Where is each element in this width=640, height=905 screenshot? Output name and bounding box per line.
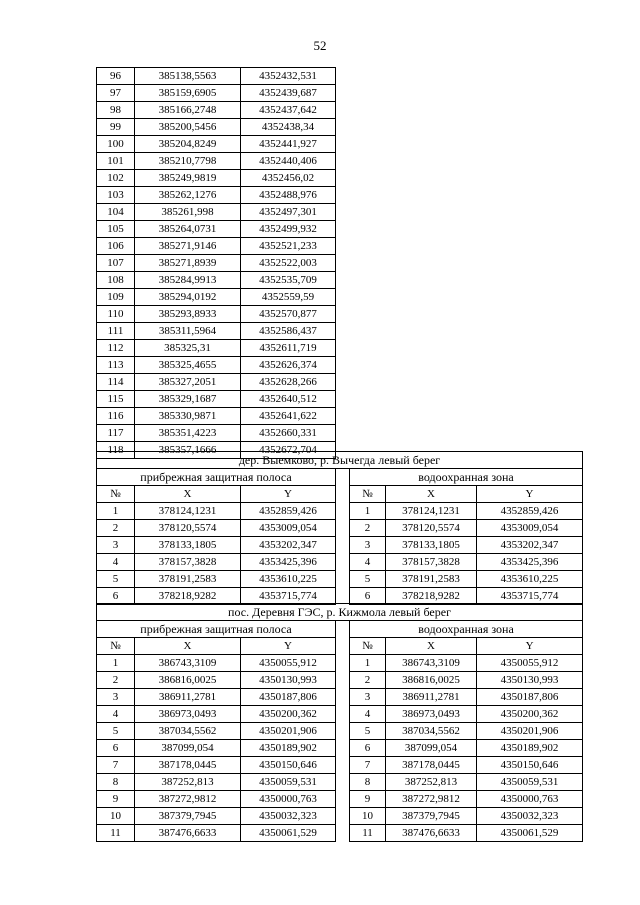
left-x-header: X xyxy=(135,638,241,655)
number-cell: 116 xyxy=(97,408,135,425)
left-number-cell: 1 xyxy=(97,655,135,672)
x-cell: 385210,7798 xyxy=(135,153,241,170)
number-cell: 114 xyxy=(97,374,135,391)
y-cell: 4352440,406 xyxy=(241,153,336,170)
table-row xyxy=(97,672,583,689)
number-cell: 110 xyxy=(97,306,135,323)
left-x-cell: 387099,054 xyxy=(135,740,241,757)
table-row xyxy=(97,537,583,554)
column-gap xyxy=(336,469,350,486)
x-cell: 385325,4655 xyxy=(135,357,241,374)
x-cell: 385284,9913 xyxy=(135,272,241,289)
table-row xyxy=(97,119,336,136)
right-number-cell: 3 xyxy=(350,537,386,554)
left-number-header: № xyxy=(97,638,135,655)
right-x-cell: 378218,9282 xyxy=(386,588,477,605)
number-cell: 115 xyxy=(97,391,135,408)
table-row xyxy=(97,425,336,442)
table-row xyxy=(97,221,336,238)
left-number-cell: 11 xyxy=(97,825,135,842)
left-x-cell: 386816,0025 xyxy=(135,672,241,689)
right-y-cell: 4350189,902 xyxy=(477,740,583,757)
right-number-cell: 6 xyxy=(350,740,386,757)
column-gap xyxy=(336,706,350,723)
right-subsection-title: водоохранная зона xyxy=(350,469,583,486)
table-row xyxy=(97,85,336,102)
table-row xyxy=(97,825,583,842)
left-x-cell: 387476,6633 xyxy=(135,825,241,842)
x-cell: 385294,0192 xyxy=(135,289,241,306)
y-cell: 4352626,374 xyxy=(241,357,336,374)
right-x-cell: 386911,2781 xyxy=(386,689,477,706)
number-cell: 111 xyxy=(97,323,135,340)
left-x-cell: 386743,3109 xyxy=(135,655,241,672)
table-row xyxy=(97,136,336,153)
left-y-cell: 4353009,054 xyxy=(241,520,336,537)
number-cell: 109 xyxy=(97,289,135,306)
right-number-header: № xyxy=(350,486,386,503)
y-cell: 4352570,877 xyxy=(241,306,336,323)
left-number-cell: 10 xyxy=(97,808,135,825)
section-title: пос. Деревня ГЭС, р. Кижмола левый берег xyxy=(97,604,583,621)
left-y-cell: 4350150,646 xyxy=(241,757,336,774)
left-number-cell: 6 xyxy=(97,740,135,757)
number-cell: 98 xyxy=(97,102,135,119)
left-y-cell: 4350000,763 xyxy=(241,791,336,808)
left-y-cell: 4352859,426 xyxy=(241,503,336,520)
left-subsection-title: прибрежная защитная полоса xyxy=(97,469,336,486)
x-cell: 385330,9871 xyxy=(135,408,241,425)
right-y-cell: 4353202,347 xyxy=(477,537,583,554)
right-y-cell: 4350000,763 xyxy=(477,791,583,808)
table-row xyxy=(97,723,583,740)
y-cell: 4352640,512 xyxy=(241,391,336,408)
left-y-cell: 4353715,774 xyxy=(241,588,336,605)
right-number-cell: 1 xyxy=(350,655,386,672)
table-row xyxy=(97,374,336,391)
left-number-cell: 7 xyxy=(97,757,135,774)
right-y-cell: 4353009,054 xyxy=(477,520,583,537)
right-y-cell: 4350055,912 xyxy=(477,655,583,672)
table-row xyxy=(97,791,583,808)
column-gap xyxy=(336,638,350,655)
x-cell: 385327,2051 xyxy=(135,374,241,391)
left-y-header: Y xyxy=(241,638,336,655)
right-number-cell: 9 xyxy=(350,791,386,808)
x-cell: 385357,1666 xyxy=(135,442,241,459)
right-y-cell: 4350201,906 xyxy=(477,723,583,740)
right-x-cell: 387178,0445 xyxy=(386,757,477,774)
column-gap xyxy=(336,774,350,791)
number-cell: 102 xyxy=(97,170,135,187)
right-x-cell: 386816,0025 xyxy=(386,672,477,689)
table-row xyxy=(97,408,336,425)
y-cell: 4352522,003 xyxy=(241,255,336,272)
y-cell: 4352456,02 xyxy=(241,170,336,187)
left-number-cell: 2 xyxy=(97,520,135,537)
x-cell: 385159,6905 xyxy=(135,85,241,102)
table-row xyxy=(97,588,583,605)
column-gap xyxy=(336,740,350,757)
table-row xyxy=(97,520,583,537)
left-number-cell: 9 xyxy=(97,791,135,808)
left-y-cell: 4350059,531 xyxy=(241,774,336,791)
left-subsection-title: прибрежная защитная полоса xyxy=(97,621,336,638)
right-x-cell: 387476,6633 xyxy=(386,825,477,842)
right-y-cell: 4353610,225 xyxy=(477,571,583,588)
table-row xyxy=(97,808,583,825)
right-x-cell: 387034,5562 xyxy=(386,723,477,740)
section-title: дер. Выемково, р. Вычегда левый берег xyxy=(97,452,583,469)
left-y-cell: 4353610,225 xyxy=(241,571,336,588)
number-cell: 113 xyxy=(97,357,135,374)
right-x-cell: 378191,2583 xyxy=(386,571,477,588)
left-x-cell: 378191,2583 xyxy=(135,571,241,588)
right-x-cell: 386973,0493 xyxy=(386,706,477,723)
column-gap xyxy=(336,825,350,842)
right-number-cell: 7 xyxy=(350,757,386,774)
left-y-cell: 4353202,347 xyxy=(241,537,336,554)
right-x-header: X xyxy=(386,638,477,655)
table-row xyxy=(97,689,583,706)
right-y-cell: 4350061,529 xyxy=(477,825,583,842)
column-gap xyxy=(336,723,350,740)
table-row xyxy=(97,272,336,289)
table-row xyxy=(97,655,583,672)
right-number-cell: 4 xyxy=(350,554,386,571)
number-cell: 107 xyxy=(97,255,135,272)
table-row xyxy=(97,306,336,323)
left-number-cell: 3 xyxy=(97,537,135,554)
right-number-cell: 3 xyxy=(350,689,386,706)
left-y-cell: 4350187,806 xyxy=(241,689,336,706)
y-cell: 4352439,687 xyxy=(241,85,336,102)
right-y-header: Y xyxy=(477,638,583,655)
right-x-cell: 387099,054 xyxy=(386,740,477,757)
x-cell: 385325,31 xyxy=(135,340,241,357)
right-y-cell: 4350130,993 xyxy=(477,672,583,689)
right-number-cell: 2 xyxy=(350,520,386,537)
right-x-cell: 387379,7945 xyxy=(386,808,477,825)
right-y-cell: 4350032,323 xyxy=(477,808,583,825)
column-gap xyxy=(336,554,350,571)
left-number-cell: 3 xyxy=(97,689,135,706)
right-y-cell: 4350059,531 xyxy=(477,774,583,791)
coordinates-continuation-table xyxy=(96,67,336,459)
right-x-cell: 378124,1231 xyxy=(386,503,477,520)
y-cell: 4352586,437 xyxy=(241,323,336,340)
left-x-cell: 378124,1231 xyxy=(135,503,241,520)
right-x-header: X xyxy=(386,486,477,503)
table-row xyxy=(97,289,336,306)
y-cell: 4352660,331 xyxy=(241,425,336,442)
y-cell: 4352497,301 xyxy=(241,204,336,221)
column-gap xyxy=(336,791,350,808)
y-cell: 4352438,34 xyxy=(241,119,336,136)
table-row xyxy=(97,774,583,791)
left-y-cell: 4350200,362 xyxy=(241,706,336,723)
x-cell: 385271,9146 xyxy=(135,238,241,255)
table-row xyxy=(97,340,336,357)
right-number-cell: 11 xyxy=(350,825,386,842)
x-cell: 385200,5456 xyxy=(135,119,241,136)
left-number-cell: 6 xyxy=(97,588,135,605)
y-cell: 4352641,622 xyxy=(241,408,336,425)
column-gap xyxy=(336,503,350,520)
left-number-cell: 5 xyxy=(97,571,135,588)
left-x-cell: 378157,3828 xyxy=(135,554,241,571)
right-number-cell: 2 xyxy=(350,672,386,689)
header-row xyxy=(97,638,583,655)
left-number-cell: 8 xyxy=(97,774,135,791)
y-cell: 4352628,266 xyxy=(241,374,336,391)
number-cell: 117 xyxy=(97,425,135,442)
table-row xyxy=(97,153,336,170)
left-x-cell: 378133,1805 xyxy=(135,537,241,554)
left-x-cell: 378120,5574 xyxy=(135,520,241,537)
y-cell: 4352499,932 xyxy=(241,221,336,238)
left-x-cell: 387379,7945 xyxy=(135,808,241,825)
right-subsection-title: водоохранная зона xyxy=(350,621,583,638)
y-cell: 4352611,719 xyxy=(241,340,336,357)
column-gap xyxy=(336,486,350,503)
right-x-cell: 387252,813 xyxy=(386,774,477,791)
column-gap xyxy=(336,689,350,706)
right-x-cell: 386743,3109 xyxy=(386,655,477,672)
x-cell: 385329,1687 xyxy=(135,391,241,408)
right-number-cell: 5 xyxy=(350,571,386,588)
y-cell: 4352672,704 xyxy=(241,442,336,459)
left-y-cell: 4350130,993 xyxy=(241,672,336,689)
y-cell: 4352437,642 xyxy=(241,102,336,119)
table-row xyxy=(97,238,336,255)
column-gap xyxy=(336,621,350,638)
number-cell: 101 xyxy=(97,153,135,170)
number-cell: 99 xyxy=(97,119,135,136)
table-row xyxy=(97,187,336,204)
section-title-row xyxy=(97,452,583,469)
right-y-cell: 4353425,396 xyxy=(477,554,583,571)
right-x-cell: 378133,1805 xyxy=(386,537,477,554)
right-x-cell: 387272,9812 xyxy=(386,791,477,808)
table-row xyxy=(97,503,583,520)
y-cell: 4352488,976 xyxy=(241,187,336,204)
number-cell: 106 xyxy=(97,238,135,255)
column-gap xyxy=(336,808,350,825)
x-cell: 385351,4223 xyxy=(135,425,241,442)
left-x-cell: 378218,9282 xyxy=(135,588,241,605)
column-gap xyxy=(336,672,350,689)
column-gap xyxy=(336,655,350,672)
number-cell: 112 xyxy=(97,340,135,357)
section-title-row xyxy=(97,604,583,621)
right-number-header: № xyxy=(350,638,386,655)
right-y-cell: 4353715,774 xyxy=(477,588,583,605)
left-x-cell: 386911,2781 xyxy=(135,689,241,706)
y-cell: 4352559,59 xyxy=(241,289,336,306)
table-row xyxy=(97,706,583,723)
right-number-cell: 5 xyxy=(350,723,386,740)
right-y-cell: 4350150,646 xyxy=(477,757,583,774)
x-cell: 385264,0731 xyxy=(135,221,241,238)
number-cell: 105 xyxy=(97,221,135,238)
x-cell: 385204,8249 xyxy=(135,136,241,153)
left-x-cell: 387272,9812 xyxy=(135,791,241,808)
right-number-cell: 10 xyxy=(350,808,386,825)
number-cell: 108 xyxy=(97,272,135,289)
table-row xyxy=(97,204,336,221)
left-number-header: № xyxy=(97,486,135,503)
column-gap xyxy=(336,757,350,774)
y-cell: 4352441,927 xyxy=(241,136,336,153)
column-gap xyxy=(336,537,350,554)
x-cell: 385261,998 xyxy=(135,204,241,221)
number-cell: 103 xyxy=(97,187,135,204)
subsection-title-row xyxy=(97,469,583,486)
left-y-cell: 4350201,906 xyxy=(241,723,336,740)
right-x-cell: 378120,5574 xyxy=(386,520,477,537)
right-y-cell: 4352859,426 xyxy=(477,503,583,520)
header-row xyxy=(97,486,583,503)
x-cell: 385311,5964 xyxy=(135,323,241,340)
left-y-cell: 4353425,396 xyxy=(241,554,336,571)
table-row xyxy=(97,391,336,408)
left-y-cell: 4350032,323 xyxy=(241,808,336,825)
y-cell: 4352432,531 xyxy=(241,68,336,85)
left-y-header: Y xyxy=(241,486,336,503)
number-cell: 118 xyxy=(97,442,135,459)
x-cell: 385166,2748 xyxy=(135,102,241,119)
left-number-cell: 1 xyxy=(97,503,135,520)
left-number-cell: 4 xyxy=(97,554,135,571)
table-row xyxy=(97,554,583,571)
section-table-vyemkovo xyxy=(96,451,583,605)
table-row xyxy=(97,68,336,85)
x-cell: 385293,8933 xyxy=(135,306,241,323)
table-row xyxy=(97,571,583,588)
right-y-cell: 4350187,806 xyxy=(477,689,583,706)
x-cell: 385262,1276 xyxy=(135,187,241,204)
left-y-cell: 4350189,902 xyxy=(241,740,336,757)
table-row xyxy=(97,757,583,774)
right-number-cell: 8 xyxy=(350,774,386,791)
table-row xyxy=(97,740,583,757)
section-table-derevnya-ges xyxy=(96,603,583,842)
left-number-cell: 2 xyxy=(97,672,135,689)
left-number-cell: 4 xyxy=(97,706,135,723)
x-cell: 385138,5563 xyxy=(135,68,241,85)
x-cell: 385249,9819 xyxy=(135,170,241,187)
right-number-cell: 1 xyxy=(350,503,386,520)
table-row xyxy=(97,357,336,374)
number-cell: 96 xyxy=(97,68,135,85)
right-x-cell: 378157,3828 xyxy=(386,554,477,571)
right-y-header: Y xyxy=(477,486,583,503)
column-gap xyxy=(336,571,350,588)
x-cell: 385271,8939 xyxy=(135,255,241,272)
left-x-cell: 386973,0493 xyxy=(135,706,241,723)
number-cell: 104 xyxy=(97,204,135,221)
number-cell: 97 xyxy=(97,85,135,102)
left-x-cell: 387252,813 xyxy=(135,774,241,791)
right-y-cell: 4350200,362 xyxy=(477,706,583,723)
y-cell: 4352521,233 xyxy=(241,238,336,255)
left-x-cell: 387034,5562 xyxy=(135,723,241,740)
subsection-title-row xyxy=(97,621,583,638)
number-cell: 100 xyxy=(97,136,135,153)
column-gap xyxy=(336,588,350,605)
table-row xyxy=(97,170,336,187)
left-x-cell: 387178,0445 xyxy=(135,757,241,774)
right-number-cell: 4 xyxy=(350,706,386,723)
y-cell: 4352535,709 xyxy=(241,272,336,289)
table-row xyxy=(97,255,336,272)
left-x-header: X xyxy=(135,486,241,503)
left-y-cell: 4350061,529 xyxy=(241,825,336,842)
right-number-cell: 6 xyxy=(350,588,386,605)
left-y-cell: 4350055,912 xyxy=(241,655,336,672)
left-number-cell: 5 xyxy=(97,723,135,740)
column-gap xyxy=(336,520,350,537)
table-row xyxy=(97,323,336,340)
page-number: 52 xyxy=(313,38,327,53)
table-row xyxy=(97,102,336,119)
